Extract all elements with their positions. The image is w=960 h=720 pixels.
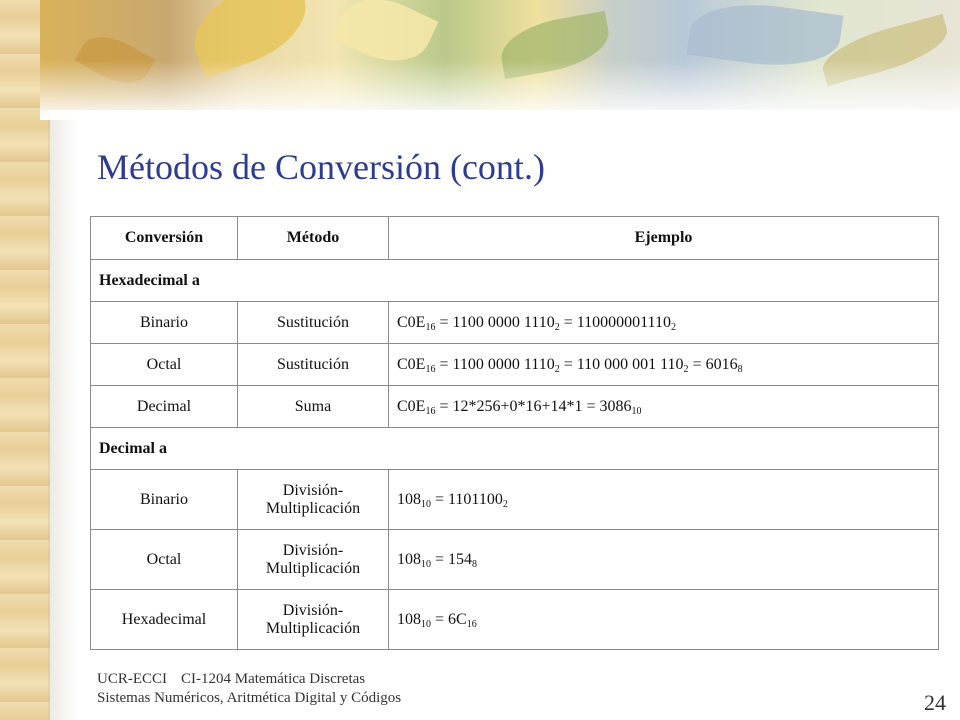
cell-conversion: Binario [91, 302, 238, 344]
example-base: 10 [631, 405, 642, 417]
cell-conversion: Octal [91, 344, 238, 386]
example-base: 2 [670, 321, 676, 333]
example-text: C0E [397, 355, 426, 373]
cell-example [389, 344, 939, 386]
example-text: C0E [397, 313, 426, 331]
table-row [91, 590, 939, 650]
example-base: 16 [466, 618, 477, 630]
header-conversion: Conversión [91, 217, 238, 260]
example-base: 2 [554, 321, 560, 333]
example-base: 2 [502, 498, 508, 510]
example-base: 2 [554, 363, 560, 375]
cell-example [389, 386, 939, 428]
cell-example [389, 302, 939, 344]
example-text: 108 [397, 610, 421, 628]
conversion-table [90, 216, 939, 650]
example-base: 10 [421, 558, 431, 570]
section-row [91, 260, 939, 302]
cell-example [389, 530, 939, 590]
page-number: 24 [924, 690, 946, 715]
cell-method: Sustitución [238, 302, 389, 344]
example-text: = 1100 0000 1110 [435, 313, 555, 331]
table-row [91, 386, 939, 428]
cell-method: Sustitución [238, 344, 389, 386]
example-base: 8 [737, 363, 743, 375]
example-text: = 154 [431, 550, 473, 568]
table-row [91, 344, 939, 386]
cell-method: Suma [238, 386, 389, 428]
example-text: = 12*256+0*16+14*1 = 3086 [435, 397, 632, 415]
section-row [91, 428, 939, 470]
cell-example [389, 470, 939, 530]
header-example: Ejemplo [389, 217, 939, 260]
cell-conversion: Decimal [91, 386, 238, 428]
slide-title: Métodos de Conversión (cont.) [97, 147, 545, 187]
example-text: 108 [397, 490, 421, 508]
example-text: 108 [397, 550, 421, 568]
table-row [91, 470, 939, 530]
example-text: = 110 000 001 110 [559, 355, 684, 373]
section-label: Hexadecimal a [91, 260, 939, 302]
example-text: = 1101100 [431, 490, 503, 508]
cell-method: División-Multiplicación [238, 590, 389, 650]
header-method: Método [238, 217, 389, 260]
footer-course: CI-1204 Matemática Discretas [181, 671, 366, 687]
example-base: 2 [683, 363, 689, 375]
table-row [91, 302, 939, 344]
slide-footer [97, 670, 401, 708]
example-base: 10 [421, 618, 431, 630]
example-text: = 1100 0000 1110 [435, 355, 555, 373]
section-label: Decimal a [91, 428, 939, 470]
example-text: = 110000001110 [559, 313, 671, 331]
example-base: 16 [425, 321, 436, 333]
cell-method: División-Multiplicación [238, 470, 389, 530]
cell-conversion: Hexadecimal [91, 590, 238, 650]
cell-conversion: Binario [91, 470, 238, 530]
example-base: 16 [425, 405, 436, 417]
table-header-row [91, 217, 939, 260]
example-base: 8 [472, 558, 478, 570]
example-base: 16 [425, 363, 436, 375]
cell-conversion: Octal [91, 530, 238, 590]
example-text: = 6C [431, 610, 467, 628]
footer-subtitle: Sistemas Numéricos, Aritmética Digital y Códigos [97, 690, 402, 706]
table-row [91, 530, 939, 590]
cell-example [389, 590, 939, 650]
example-text: = 6016 [688, 355, 738, 373]
example-text: C0E [397, 397, 426, 415]
cell-method: División-Multiplicación [238, 530, 389, 590]
example-base: 10 [421, 498, 431, 510]
banner-fade [40, 60, 960, 120]
table-body [91, 260, 939, 650]
footer-org: UCR-ECCI [97, 671, 168, 687]
